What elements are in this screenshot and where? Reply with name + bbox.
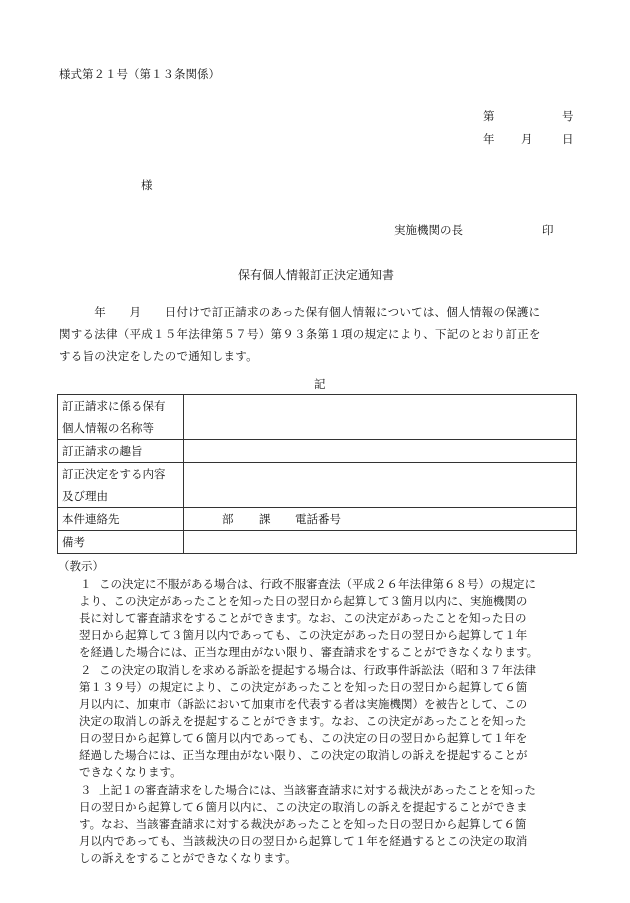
row-label: 備考 — [58, 531, 184, 554]
contact-ka: 課 — [259, 512, 271, 526]
body-line: 年 月 日付けで訂正請求のあった保有個人情報については、個人情報の保護に — [59, 305, 541, 319]
row-label: 訂正決定をする内容 及び理由 — [58, 463, 184, 508]
row-label: 本件連絡先 — [58, 508, 184, 531]
date-day: 日 — [562, 132, 574, 146]
row-value — [184, 531, 577, 554]
instructions-heading: （教示） — [58, 559, 104, 573]
table-row — [58, 395, 577, 440]
details-table — [57, 394, 577, 554]
doc-no-go: 号 — [562, 109, 574, 123]
recipient-suffix: 様 — [141, 178, 153, 192]
table-row — [58, 508, 577, 531]
seal-mark: 印 — [542, 223, 554, 237]
ki-label: 記 — [314, 377, 326, 391]
body-line: する旨の決定をしたので通知します。 — [59, 349, 258, 363]
date-year: 年 — [483, 132, 495, 146]
note-item: ２ この決定の取消しを求める訴訟を提起する場合は、行政事件訴訟法（昭和３７年法律 第１３９号）の規定により、この決定があったことを知った日の翌日から起算して６箇 月以内に、加東市（訴訟において加東市を代表する者は実施機関）を被告として、この 決定の取消しの訴えを提起することができます。なお、この決定があったことを知った 日の翌日から起算して６箇月以内であっても、この決定の日の翌日から起算して１年を 経過した場合には、正当な理由がない限り、この決定の取消しの訴えを提起することが できなくなります。 — [79, 663, 536, 779]
form-number: 様式第２１号（第１３条関係） — [59, 67, 220, 81]
note-number: ３ — [80, 783, 92, 797]
table-row — [58, 531, 577, 554]
row-value — [184, 395, 577, 440]
row-label: 訂正請求に係る保有 個人情報の名称等 — [58, 395, 184, 440]
note-item: ３ 上記１の審査請求をした場合には、当該審査請求に対する裁決があったことを知った 日の翌日から起算して６箇月以内に、この決定の取消しの訴えを提起することができま す。なお、当該審査請求に対する裁決があったことを知った日の翌日から起算して６箇 月以内であっても、当該裁決の日の翌日から起算して１年を経過するとこの決定の取消 しの訴えをすることができなくなります。 — [79, 783, 536, 865]
row-value — [184, 463, 577, 508]
contact-bu: 部 — [222, 512, 234, 526]
sender-title: 実施機関の長 — [394, 223, 463, 237]
contact-tel: 電話番号 — [295, 512, 341, 526]
body-line: 関する法律（平成１５年法律第５７号）第９３条第１項の規定により、下記のとおり訂正を — [59, 327, 541, 341]
contact-cell — [184, 508, 577, 531]
row-value — [184, 440, 577, 463]
note-number: ２ — [80, 663, 92, 677]
table-row — [58, 463, 577, 508]
page-title: 保有個人情報訂正決定通知書 — [238, 268, 395, 282]
note-item: １ この決定に不服がある場合は、行政不服審査法（平成２６年法律第６８号）の規定に より、この決定があったことを知った日の翌日から起算して３箇月以内に、実施機関の 長に対して審査請求をすることができます。なお、この決定があったことを知った日の 翌日から起算して３箇月以内であっても、この決定があった日の翌日から起算して１年 を経過した場合には、正当な理由がない限り、審査請求をすることができなくなります。 — [79, 577, 539, 659]
doc-no-dai: 第 — [483, 109, 495, 123]
table-row — [58, 440, 577, 463]
date-month: 月 — [521, 132, 533, 146]
body-paragraph — [59, 301, 579, 367]
row-label: 訂正請求の趣旨 — [58, 440, 184, 463]
instructions — [58, 557, 582, 867]
note-number: １ — [80, 577, 92, 591]
